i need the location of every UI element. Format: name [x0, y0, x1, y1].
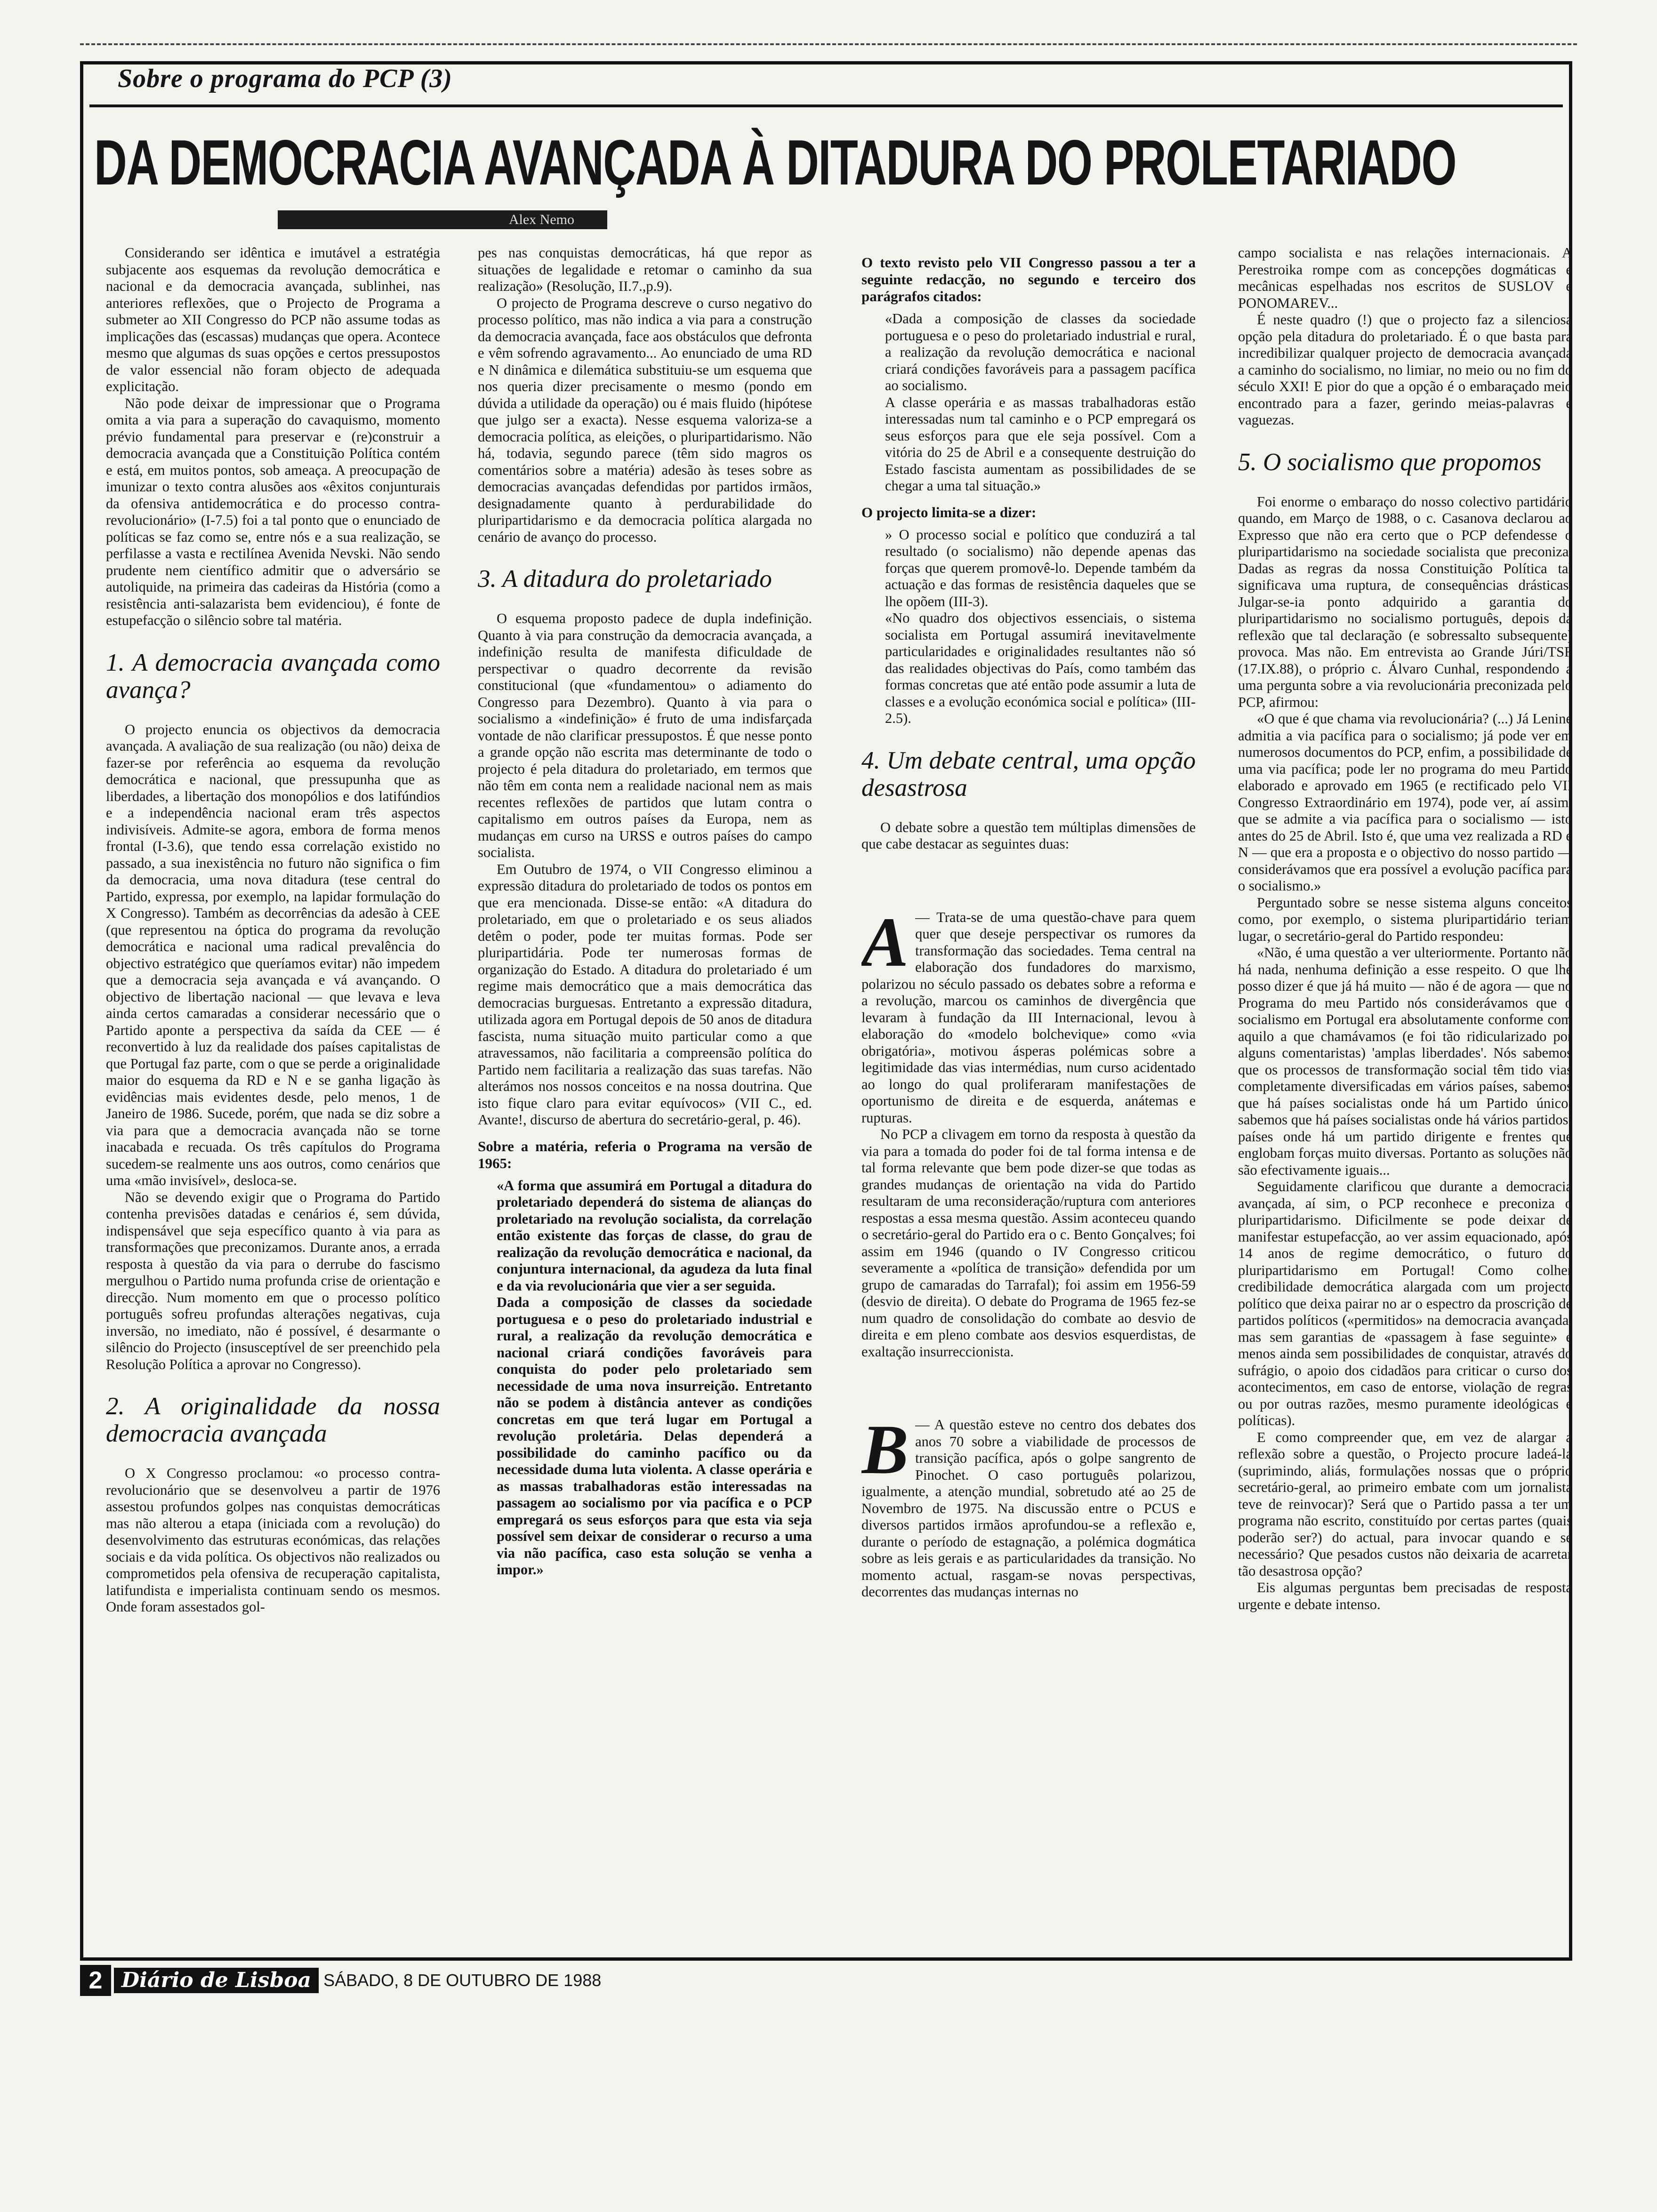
- subheading: O projecto limita-se a dizer:: [861, 504, 1037, 521]
- paragraph: Perguntado sobre se nesse sistema alguns conceitos como, por exemplo, o sistema pluripartidário teriam lugar, o secretário-geral do Partido respondeu:: [1238, 894, 1572, 944]
- section-heading-4: 4. Um debate central, uma opção desastrosa: [861, 746, 1196, 801]
- paragraph: campo socialista e nas relações internacionais. A Perestroika rompe com as concepções dogmáticas e mecânicas espelhadas nos escritos de SUSLOV e PONOMAREV...: [1238, 245, 1572, 311]
- page-footer: [80, 1965, 601, 1996]
- headline-text: DA DEMOCRACIA AVANÇADA À DITADURA DO PROLETARIADO: [94, 127, 1456, 198]
- paragraph: O projecto enuncia os objectivos da democracia avançada. A avaliação de sua realização (ou não) deixa de fazer-se por referência ao esquema da revolução democrática e nacional, que pressupunha que as liberdades, a libertação dos monopólios e dos latifúndios e a independência nacional eram três aspectos indivisíveis. Admite-se agora, embora de forma menos frontal (I-3.6), que tendo essa correlação existido no passado, a sua inexistência no futuro não significa o fim da democracia, uma nova ditadura (tese central do Partido, expressa, por exemplo, na lapidar formulação do X Congresso). Também as decorrências da adesão à CEE (que representou na óptica do programa da revolução democrática e nacional uma radical prevalência do objectivo estratégico que queríamos evitar) não impedem que a democracia seja avançada e vá avançando. O objectivo de libertação nacional — que levava e leva ainda certos camaradas a considerar necessário que o Partido aponte a perspectiva da saída da CEE — é reconvertido à luz da realidade dos países capitalistas de que Portugal faz parte, com o que se perde a originalidade maior do esquema da RD e N e se ganha ligação às evidências mais evidentes desde, pelo menos, 1 de Janeiro de 1986. Sucede, porém, que nada se diz sobre a via para que a democracia avançada não se torne inacabada e recuada. Os três capítulos do Programa sucedem-se realmente uns aos outros, como cenários que uma «mão invisível», desloca-se.: [106, 721, 440, 1188]
- paragraph: É neste quadro (!) que o projecto faz a silenciosa opção pela ditadura do proletariado. É o que basta para incredibilizar qualquer projecto de democracia avançada a caminho do socialismo, no limiar, no meio ou no fim do século XXI! E pior do que a opção é o embaraçado meio encontrado para a fazer, gerindo meias-palavras e vaguezas.: [1238, 312, 1572, 428]
- block-quote: Dada a composição de classes da sociedade portuguesa e o peso do proletariado industrial e rural, a realização da revolução democrática e nacional criará condições favoráveis para conquista do poder pelo proletariado sem necessidade de uma nova insurreição. Entretanto não se podem à distância antever as condições concretas em que terá lugar em Portugal a revolução proletária. Delas dependerá a possibilidade do caminho pacífico ou da necessidade duma luta violenta. A classe operária e as massas trabalhadoras estão interessadas na passagem ao socialismo por via pacífica e o PCP empregará os seus esforços para que esta via seja possível sem deixar de considerar o recurso a uma via não pacífica, caso esta solução se venha a impor.»: [497, 1294, 812, 1578]
- top-dashed-rule: [80, 43, 1577, 45]
- kicker-rule: [89, 104, 1563, 107]
- section-heading-1: 1. A democracia avançada como avança?: [106, 649, 440, 704]
- column-1: [106, 245, 440, 1939]
- column-3: [861, 245, 1196, 1939]
- drop-cap-a: A: [861, 903, 909, 981]
- subheading: O texto revisto pelo VII Congresso passou a ter a seguinte redacção, no segundo e terceiro dos parágrafos citados:: [861, 254, 1196, 305]
- newspaper-masthead: Diário de Lisboa: [114, 1968, 319, 1993]
- paragraph-a-text: — Trata-se de uma questão-chave para quem quer que deseje perspectivar os rumores da transformação das sociedades. Tema central na elaboração dos fundadores do marxismo, polarizou no século passado os debates sobre a reforma e a revolução, marcou os caminhos de divergência que levaram à fundação da III Internacional, levou à elaboração do «modelo bolchevique» como «via obrigatória», motivou ásperas polémicas sobre a legitimidade das vias intermédias, num curso acidentado ao longo do qual proliferaram manifestações de oportunismo de direita e de esquerda, anátemas e rupturas.: [861, 909, 1196, 1126]
- paragraph: O projecto de Programa descreve o curso negativo do processo político, mas não indica a via para a construção da democracia avançada, face aos obstáculos que defronta e vêm sofrendo agravamento... Ao enunciado de uma RD e N dinâmica e dilemática substituiu-se um esquema que nos queria dizer precisamente o mesmo (pondo em dúvida a utilidade da operação) ou é mais fluido (hipótese que julgo ser a exacta). Nesse esquema valoriza-se a democracia política, as eleições, o pluripartidarismo. Não há, todavia, segundo parece (têm sido magros os comentários sobre a matéria) adesão às teses sobre as democracias avançadas defendidas por partidos irmãos, designadamente quanto à perdurabilidade do pluripartidarismo e da democracia política alargada no cenário de avanço do processo.: [478, 295, 812, 545]
- column-2: [478, 245, 812, 1939]
- section-heading-3: 3. A ditadura do proletariado: [478, 565, 772, 593]
- block-quote: «No quadro dos objectivos essenciais, o sistema socialista em Portugal assumirá inevitavelmente particularidades e originalidades resultantes não só das realidades objectivas do País, como também das formas concretas que até então pode assumir a luta de classes e a evolução económica social e política» (III-2.5).: [885, 610, 1196, 726]
- block-quote: «Dada a composição de classes da sociedade portuguesa e o peso do proletariado industrial e rural, a realização da revolução democrática e nacional criará condições favoráveis para a passagem pacífica ao socialismo.: [885, 311, 1196, 393]
- paragraph: Eis algumas perguntas bem precisadas de resposta urgente e debate intenso.: [1238, 1579, 1572, 1612]
- author-name: Alex Nemo: [508, 212, 574, 227]
- page-number: 2: [80, 1965, 111, 1996]
- paragraph: O debate sobre a questão tem múltiplas dimensões de que cabe destacar as seguintes duas:: [861, 819, 1196, 852]
- column-4: [1238, 245, 1572, 1939]
- paragraph: Em Outubro de 1974, o VII Congresso eliminou a expressão ditadura do proletariado de todos os pontos em que era mencionada. Disse-se então: «A ditadura do proletariado, em que o proletariado e os seus aliados detêm o poder, pode ter muitas formas. Pode ser pluripartidária. Pode ter numerosas formas de organização do Estado. A ditadura do proletariado é um regime mais democrático que a mais democrática das democracias burguesas. Entretanto a expressão ditadura, utilizada agora em Portugal depois de 50 anos de ditadura fascista, numa situação muito particular como a que atravessamos, não facilitaria a compreensão política do Partido nem facilitaria a realização das suas tarefas. Não alterámos nos nossos conceitos e na nossa doutrina. Que isto fique claro para evitar equívocos» (VII C., ed. Avante!, discurso de abertura do secretário-geral, p. 46).: [478, 861, 812, 1128]
- block-quote: » O processo social e político que conduzirá a tal resultado (o socialismo) não depende apenas das forças que querem promovê-lo. Depende também da actuação e das formas de resistência daqueles que se lhe opõem (III-3).: [885, 526, 1196, 609]
- byline-bar: [278, 210, 607, 229]
- paragraph: Seguidamente clarificou que durante a democracia avançada, aí sim, o PCP reconhece e preconiza o pluripartidarismo. Dificilmente se pode deixar de manifestar estupefacção, ao ver assim equacionado, após 14 anos de regime democrático, o futuro do pluripartidarismo em Portugal! Como colher credibilidade democrática alargada com um projecto político que deixa pairar no ar o espectro da proscrição de partidos políticos («permitidos» na democracia avançada, mas sem garantias de «passagem à fase seguinte» e menos ainda sem possibilidades de conquistar, através do sufrágio, o apoio dos cidadãos para criticar o curso dos acontecimentos, em caso de entorse, violação de regras ou por outras razões, mesmo puramente ideológicas e políticas).: [1238, 1178, 1572, 1428]
- paragraph: E como compreender que, em vez de alargar a reflexão sobre a questão, o Projecto procure ladeá-la (suprimindo, aliás, formulações nossas que o próprio secretário-geral, ao primeiro embate com um jornalista teve de reinvocar)? Será que o Partido passa a ter um programa não escrito, constituído por certas partes (quais poderão ser?) do actual, para invocar quando e se necessário? Que pesados custos não deixaria de acarretar tão desastrosa opção?: [1238, 1429, 1572, 1579]
- spacer: [861, 1360, 1196, 1417]
- paragraph: No PCP a clivagem em torno da resposta à questão da via para a tomada do poder foi de tal forma intensa e de tal forma relevante que bem pode dizer-se que todas as grandes mudanças de orientação na vida do Partido resultaram de uma reconsideração/ruptura com anteriores respostas a essa mesma questão. Assim aconteceu quando o secretário-geral do Partido era o c. Bento Gonçalves; foi assim em 1946 (quando o IV Congresso criticou severamente a «política de transição» defendida por um grupo de camaradas do Tarrafal); foi assim em 1956-59 (desvio de direita). O debate do Programa de 1965 fez-se num quadro de consolidação do combate ao desvio de direita e em pleno combate aos desvios esquerdistas, de exaltação insurreccionista.: [861, 1126, 1196, 1360]
- block-quote: «A forma que assumirá em Portugal a ditadura do proletariado dependerá do sistema de alianças do proletariado na revolução socialista, da correlação então existente das forças de classe, do grau de realização da revolução democrática e nacional, da conjuntura internacional, da agudeza da luta final e da via revolucionária que vier a ser seguida.: [497, 1177, 812, 1294]
- series-kicker: Sobre o programa do PCP (3): [118, 64, 452, 93]
- paragraph: Foi enorme o embaraço do nosso colectivo partidário quando, em Março de 1988, o c. Casanova declarou ao Expresso que não era certo que o PCP defendesse o pluripartidarismo na sociedade socialista que preconiza. Dadas as regras da nossa Constituição Política tal significava uma ruptura, de consequências drásticas. Julgar-se-ia ponto adquirido a garantia do pluripartidarismo no socialismo português, depois da reflexão que tal declaração (e sobressalto subsequente) provoca. Mas não. Em entrevista ao Grande Júri/TSF (17.IX.88), o próprio c. Álvaro Cunhal, respondendo a uma pergunta sobre a via revolucionária preconizada pelo PCP, afirmou:: [1238, 493, 1572, 710]
- paragraph: O esquema proposto padece de dupla indefinição. Quanto à via para construção da democracia avançada, a indefinição resulta de manifesta dificuldade de perspectivar o quadro decorrente da revisão constitucional (que «fundamentou» o adiamento do Congresso para Dezembro). Quanto à via para o socialismo a «indefinição» é fruto de uma indisfarçada vontade de não clarificar pressupostos. É que nesse ponto a grande opção não escrita mas determinante de todo o projecto é pela ditadura do proletariado, em termos que não têm em conta nem a realidade nacional nem as mais recentes reflexões de partidos que lutam contra o capitalismo em outros países da Europa, nem as mudanças em curso na URSS e outros países do campo socialista.: [478, 610, 812, 860]
- subheading: Sobre a matéria, referia o Programa na versão de 1965:: [478, 1138, 812, 1171]
- paragraph: Não se devendo exigir que o Programa do Partido contenha previsões datadas e cenários é, sem dúvida, indispensável que seja específico quanto à via para as transformações que preconizamos. Durante anos, a errada resposta à questão da via para o derrube do fascismo mergulhou o Partido numa profunda crise de orientação e direcção. Num momento em que o processo político português sofreu profundas alterações negativas, cuja inversão, no imediato, não é possível, é desarmante o silêncio do Projecto (insusceptível de ser preenchido pela Resolução Política a aprovar no Congresso).: [106, 1189, 440, 1372]
- paragraph-b-text: — A questão esteve no centro dos debates dos anos 70 sobre a viabilidade de processos de transição pacífica, após o golpe sangrento de Pinochet. O caso português polarizou, igualmente, a atenção mundial, sobretudo até ao 25 de Novembro de 1975. Na discussão entre o PCUS e diversos partidos irmãos aprofundou-se a reflexão e, durante o período de estagnação, a polémica dogmática sobre as leis gerais e as particularidades da transição. No momento actual, rasgam-se novas perspectivas, decorrentes das mudanças internas no: [861, 1417, 1196, 1600]
- section-heading-5: 5. O socialismo que propomos: [1238, 448, 1542, 476]
- paragraph-b: [861, 1411, 1196, 1601]
- paragraph: Considerando ser idêntica e imutável a estratégia subjacente aos esquemas da revolução democrática e nacional e da democracia avançada, sublinhei, nas anteriores reflexões, que o Projecto de Programa a submeter ao XII Congresso do PCP não assume todas as implicações das (escassas) mudanças que opera. Acontece mesmo que algumas ds suas opções e certos pressupostos de valor essencial não foram objecto de adequada explicitação.: [106, 245, 440, 394]
- block-quote: A classe operária e as massas trabalhadoras estão interessadas num tal caminho e o PCP empregará os seus esforços para que ele seja possível. Com a vitória do 25 de Abril e a consequente destruição do Estado fascista aumentam as possibilidades de se chegar a uma tal situação.»: [885, 394, 1196, 494]
- spacer: [861, 853, 1196, 909]
- issue-date: SÁBADO, 8 DE OUTUBRO DE 1988: [323, 1971, 602, 1990]
- paragraph: pes nas conquistas democráticas, há que repor as situações de legalidade e retomar o caminho da sua realização» (Resolução, II.7.,p.9).: [478, 245, 812, 294]
- paragraph: O X Congresso proclamou: «o processo contra-revolucionário que se desenvolveu a partir de 1976 assestou profundos golpes nas conquistas democráticas mas não alterou a etapa (iniciada com a revolução) do desenvolvimento das estruturas económicas, das relações sociais e da vida política. Os objectivos não realizados ou comprometidos pela ofensiva de recuperação capitalista, latifundista e imperialista continuam sendo os mesmos. Onde foram assestados gol-: [106, 1465, 440, 1615]
- paragraph-a: [861, 903, 1196, 1127]
- drop-cap-b: B: [861, 1411, 909, 1489]
- headline: [94, 115, 1563, 209]
- paragraph: Não pode deixar de impressionar que o Programa omita a via para a superação do cavaquismo, momento prévio fundamental para preservar e (re)construir a democracia avançada que a Constituição Política contém e está, em muitos pontos, sob ameaça. A preocupação de imunizar o texto contra alusões aos «êxitos conjunturais da ofensiva antidemocrática e do processo contra-revolucionário» (I-7.5) foi a tal ponto que o enunciado de políticas se faz como se, entre nós e a sua realização, se perfilasse a vasta e rectilínea Avenida Nevski. Não sendo prudente nem científico admitir que o adversário se autoliquide, na primeira das cadeiras da História (como a resistência anti-salazarista bem evidenciou), é fonte de estupefacção o silêncio sobre tal matéria.: [106, 395, 440, 628]
- section-heading-2: 2. A originalidade da nossa democracia avançada: [106, 1393, 440, 1447]
- paragraph: «O que é que chama via revolucionária? (...) Já Lenine admitia a via pacífica para o socialismo; já pode ver em numerosos documentos do PCP, enfim, a possibilidade de uma via pacífica; pode ler no programa do meu Partido elaborado e aprovado em 1965 (e rectificado pelo VII Congresso Extraordinário em 1974), pode ver, aí assim, que se admite a via pacífica para o socialismo — isto antes do 25 de Abril. Isto é, que uma vez realizada a RD e N — que era a proposta e o objectivo do nosso partido — considerávamos que era possível a evolução pacífica para o socialismo.»: [1238, 711, 1572, 894]
- paragraph: «Não, é uma questão a ver ulteriormente. Portanto não há nada, nenhuma definição a esse respeito. O que lhe posso dizer é que já há muito — não é de agora — que no Programa do meu Partido nós considerávamos que o socialismo em Portugal era absolutamente conforme com aquilo a que chamávamos (e foi tão ridicularizado por alguns comentaristas) 'amplas liberdades'. Nós sabemos que os processos de transformação social têm tido vias completamente diversificadas em vários países, sabemos que há países socialistas onde há um Partido único; sabemos que há países socialistas onde há vários partidos; países onde há um partido dirigente e frentes que englobam forças muito diversas. Portanto as soluções não são efectivamente iguais...: [1238, 945, 1572, 1178]
